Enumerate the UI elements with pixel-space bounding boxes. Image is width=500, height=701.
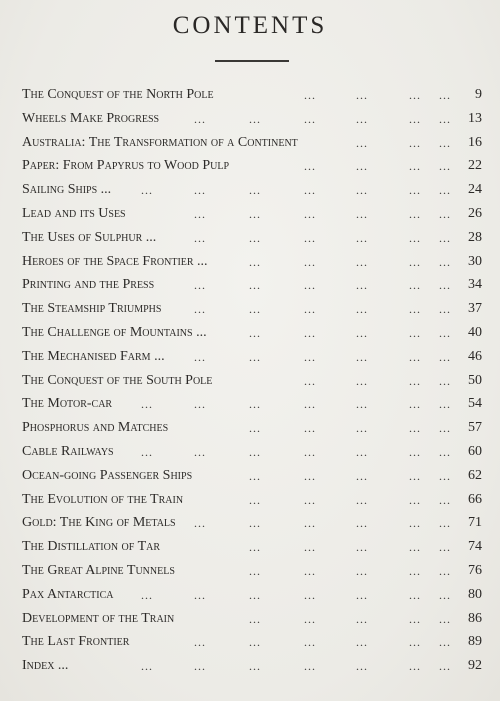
toc-entry-title: The Evolution of the Train (22, 491, 184, 507)
leader-dots: ... (409, 468, 421, 483)
toc-entry (22, 467, 482, 491)
leader-dots: ... (194, 635, 206, 650)
leader-dots: ... (249, 302, 261, 317)
leader-dots: ... (439, 373, 451, 388)
toc-entry-page-number: 54 (468, 396, 482, 412)
toc-entry-page-number: 16 (468, 134, 482, 150)
toc-entry (22, 586, 482, 610)
toc-entry (22, 348, 482, 372)
toc-entry (22, 253, 482, 277)
toc-entry-page-number: 26 (468, 205, 482, 221)
toc-entry (22, 229, 482, 253)
leader-dots: ... (409, 230, 421, 245)
toc-entry-page-number: 89 (468, 634, 482, 650)
toc-entry (22, 324, 482, 348)
leader-dots: ... (356, 397, 368, 412)
leader-dots: ... (356, 88, 368, 102)
leader-dots: ... (304, 611, 316, 626)
leader-dots: ... (249, 468, 261, 483)
heading-rule (215, 60, 289, 62)
toc-entry-page-number: 60 (468, 443, 482, 459)
leader-dots: ... (439, 325, 451, 340)
leader-dots: ... (409, 159, 421, 174)
toc-entry-title: The Conquest of the North Pole (22, 87, 214, 102)
toc-entry (22, 395, 482, 419)
leader-dots: ... (409, 444, 421, 459)
leader-dots: ... (409, 325, 421, 340)
leader-dots: ... (304, 183, 316, 198)
leader-dots: ... (249, 254, 261, 269)
leader-dots: ... (439, 206, 451, 221)
toc-entry (22, 181, 482, 205)
leader-dots: ... (356, 159, 368, 174)
leader-dots: ... (439, 635, 451, 650)
leader-dots: ... (194, 230, 206, 245)
toc-entry-page-number: 71 (468, 515, 482, 531)
leader-dots: ... (409, 540, 421, 555)
leader-dots: ... (409, 373, 421, 388)
leader-dots: ... (194, 516, 206, 531)
leader-dots: ... (304, 563, 316, 578)
leader-dots: ... (356, 421, 368, 436)
leader-dots: ... (409, 206, 421, 221)
toc-entry-title: Phosphorus and Matches (22, 420, 169, 436)
leader-dots: ... (439, 540, 451, 555)
leader-dots: ... (304, 88, 316, 102)
leader-dots: ... (356, 611, 368, 626)
leader-dots: ... (409, 254, 421, 269)
toc-entry-title: The Challenge of Mountains ... (22, 324, 207, 340)
leader-dots: ... (249, 444, 261, 459)
leader-dots: ... (194, 587, 206, 602)
toc-entry-page-number: 74 (468, 539, 482, 555)
leader-dots: ... (409, 397, 421, 412)
leader-dots: ... (304, 111, 316, 126)
toc-entry-page-number: 13 (468, 110, 482, 126)
leader-dots: ... (304, 659, 316, 674)
toc-entry (22, 134, 482, 158)
leader-dots: ... (304, 635, 316, 650)
toc-entry-page-number: 9 (475, 87, 482, 102)
leader-dots: ... (356, 302, 368, 317)
toc-entry-page-number: 22 (468, 158, 482, 174)
leader-dots: ... (356, 206, 368, 221)
toc-entry (22, 538, 482, 562)
leader-dots: ... (249, 325, 261, 340)
leader-dots: ... (304, 421, 316, 436)
leader-dots: ... (409, 135, 421, 150)
leader-dots: ... (439, 444, 451, 459)
toc-entry-title: Cable Railways (22, 443, 114, 459)
leader-dots: ... (409, 516, 421, 531)
toc-entry-title: Development of the Train (22, 610, 175, 626)
leader-dots: ... (304, 206, 316, 221)
leader-dots: ... (249, 635, 261, 650)
leader-dots: ... (249, 111, 261, 126)
leader-dots: ... (439, 159, 451, 174)
leader-dots: ... (439, 135, 451, 150)
leader-dots: ... (141, 444, 153, 459)
toc-entry (22, 419, 482, 443)
leader-dots: ... (439, 516, 451, 531)
leader-dots: ... (249, 492, 261, 507)
leader-dots: ... (439, 492, 451, 507)
toc-entry (22, 443, 482, 467)
toc-entry-title: Printing and the Press (22, 277, 155, 293)
toc-entry (22, 110, 482, 134)
toc-entry-page-number: 80 (468, 586, 482, 602)
leader-dots: ... (249, 540, 261, 555)
leader-dots: ... (141, 397, 153, 412)
leader-dots: ... (304, 254, 316, 269)
leader-dots: ... (249, 183, 261, 198)
leader-dots: ... (194, 206, 206, 221)
toc-entry-page-number: 40 (468, 324, 482, 340)
leader-dots: ... (409, 278, 421, 293)
leader-dots: ... (356, 540, 368, 555)
toc-entry-title: The Mechanised Farm ... (22, 348, 165, 364)
leader-dots: ... (439, 659, 451, 674)
leader-dots: ... (194, 111, 206, 126)
toc-entry (22, 276, 482, 300)
leader-dots: ... (356, 516, 368, 531)
toc-entry (22, 633, 482, 657)
leader-dots: ... (439, 468, 451, 483)
toc-entry (22, 86, 482, 110)
leader-dots: ... (409, 587, 421, 602)
toc-entry-page-number: 62 (468, 467, 482, 483)
leader-dots: ... (356, 278, 368, 293)
leader-dots: ... (249, 587, 261, 602)
leader-dots: ... (356, 349, 368, 364)
toc-entry-title: Wheels Make Progress (22, 110, 160, 126)
leader-dots: ... (194, 278, 206, 293)
toc-entry-page-number: 50 (468, 372, 482, 388)
leader-dots: ... (304, 587, 316, 602)
leader-dots: ... (304, 302, 316, 317)
toc-entry-title: Paper: From Papyrus to Wood Pulp (22, 158, 230, 174)
toc-entry-title: The Steamship Triumphs (22, 301, 162, 317)
toc-entry-title: The Conquest of the South Pole (22, 372, 213, 388)
toc-entry-page-number: 30 (468, 253, 482, 269)
toc-entry-page-number: 24 (468, 182, 482, 198)
leader-dots: ... (304, 349, 316, 364)
toc-entry-title: Australia: The Transformation of a Continent (22, 134, 298, 150)
leader-dots: ... (356, 635, 368, 650)
leader-dots: ... (249, 206, 261, 221)
toc-entry-title: The Motor-car (22, 396, 113, 412)
leader-dots: ... (439, 397, 451, 412)
leader-dots: ... (439, 421, 451, 436)
leader-dots: ... (249, 397, 261, 412)
leader-dots: ... (356, 468, 368, 483)
leader-dots: ... (249, 516, 261, 531)
toc-entry-page-number: 28 (468, 229, 482, 245)
leader-dots: ... (249, 659, 261, 674)
leader-dots: ... (439, 587, 451, 602)
leader-dots: ... (409, 302, 421, 317)
toc-entry-page-number: 46 (468, 348, 482, 364)
toc-entry (22, 372, 482, 396)
leader-dots: ... (304, 540, 316, 555)
leader-dots: ... (304, 278, 316, 293)
leader-dots: ... (439, 349, 451, 364)
toc-entry (22, 205, 482, 229)
table-of-contents (22, 86, 482, 681)
leader-dots: ... (409, 611, 421, 626)
leader-dots: ... (409, 635, 421, 650)
leader-dots: ... (356, 373, 368, 388)
leader-dots: ... (356, 659, 368, 674)
leader-dots: ... (141, 587, 153, 602)
leader-dots: ... (304, 492, 316, 507)
leader-dots: ... (304, 159, 316, 174)
toc-entry-title: Gold: The King of Metals (22, 515, 176, 531)
toc-entry (22, 491, 482, 515)
leader-dots: ... (356, 492, 368, 507)
leader-dots: ... (409, 421, 421, 436)
leader-dots: ... (356, 587, 368, 602)
leader-dots: ... (356, 230, 368, 245)
leader-dots: ... (439, 563, 451, 578)
leader-dots: ... (409, 563, 421, 578)
leader-dots: ... (304, 516, 316, 531)
page-heading: CONTENTS (172, 12, 328, 39)
leader-dots: ... (439, 183, 451, 198)
leader-dots: ... (439, 611, 451, 626)
leader-dots: ... (356, 111, 368, 126)
leader-dots: ... (194, 659, 206, 674)
leader-dots: ... (249, 563, 261, 578)
leader-dots: ... (356, 254, 368, 269)
leader-dots: ... (249, 349, 261, 364)
toc-entry-title: Sailing Ships ... (22, 182, 112, 198)
leader-dots: ... (409, 492, 421, 507)
leader-dots: ... (194, 302, 206, 317)
toc-entry-page-number: 86 (468, 610, 482, 626)
leader-dots: ... (356, 444, 368, 459)
leader-dots: ... (304, 397, 316, 412)
toc-entry-title: Lead and its Uses (22, 205, 126, 221)
toc-entry-page-number: 92 (468, 658, 482, 674)
leader-dots: ... (439, 278, 451, 293)
leader-dots: ... (304, 444, 316, 459)
leader-dots: ... (409, 111, 421, 126)
leader-dots: ... (356, 183, 368, 198)
toc-entry-title: The Uses of Sulphur ... (22, 229, 157, 245)
leader-dots: ... (249, 278, 261, 293)
leader-dots: ... (194, 397, 206, 412)
leader-dots: ... (304, 230, 316, 245)
leader-dots: ... (194, 444, 206, 459)
leader-dots: ... (356, 135, 368, 150)
toc-entry (22, 300, 482, 324)
leader-dots: ... (439, 302, 451, 317)
leader-dots: ... (439, 88, 451, 102)
leader-dots: ... (439, 254, 451, 269)
leader-dots: ... (249, 421, 261, 436)
toc-entry-title: Ocean-going Passenger Ships (22, 467, 193, 483)
leader-dots: ... (439, 111, 451, 126)
toc-entry-title: Pax Antarctica (22, 586, 114, 602)
toc-entry-title: The Great Alpine Tunnels (22, 562, 175, 578)
toc-entry-page-number: 57 (468, 420, 482, 436)
toc-entry-page-number: 37 (468, 301, 482, 317)
toc-entry-page-number: 76 (468, 562, 482, 578)
leader-dots: ... (356, 325, 368, 340)
leader-dots: ... (249, 611, 261, 626)
toc-entry-page-number: 34 (468, 277, 482, 293)
toc-entry-title: Heroes of the Space Frontier ... (22, 253, 208, 269)
leader-dots: ... (409, 659, 421, 674)
toc-entry-title: The Last Frontier (22, 634, 130, 650)
leader-dots: ... (141, 659, 153, 674)
toc-entry (22, 562, 482, 586)
toc-entry (22, 157, 482, 181)
leader-dots: ... (141, 183, 153, 198)
toc-entry (22, 610, 482, 634)
toc-entry (22, 514, 482, 538)
leader-dots: ... (304, 468, 316, 483)
toc-entry-page-number: 66 (468, 491, 482, 507)
toc-entry-title: Index ... (22, 658, 69, 674)
toc-entry (22, 657, 482, 681)
leader-dots: ... (409, 349, 421, 364)
leader-dots: ... (356, 563, 368, 578)
leader-dots: ... (439, 230, 451, 245)
leader-dots: ... (249, 230, 261, 245)
leader-dots: ... (304, 325, 316, 340)
leader-dots: ... (194, 183, 206, 198)
leader-dots: ... (194, 349, 206, 364)
toc-entry-title: The Distillation of Tar (22, 539, 161, 555)
leader-dots: ... (409, 88, 421, 102)
leader-dots: ... (409, 183, 421, 198)
leader-dots: ... (304, 373, 316, 388)
